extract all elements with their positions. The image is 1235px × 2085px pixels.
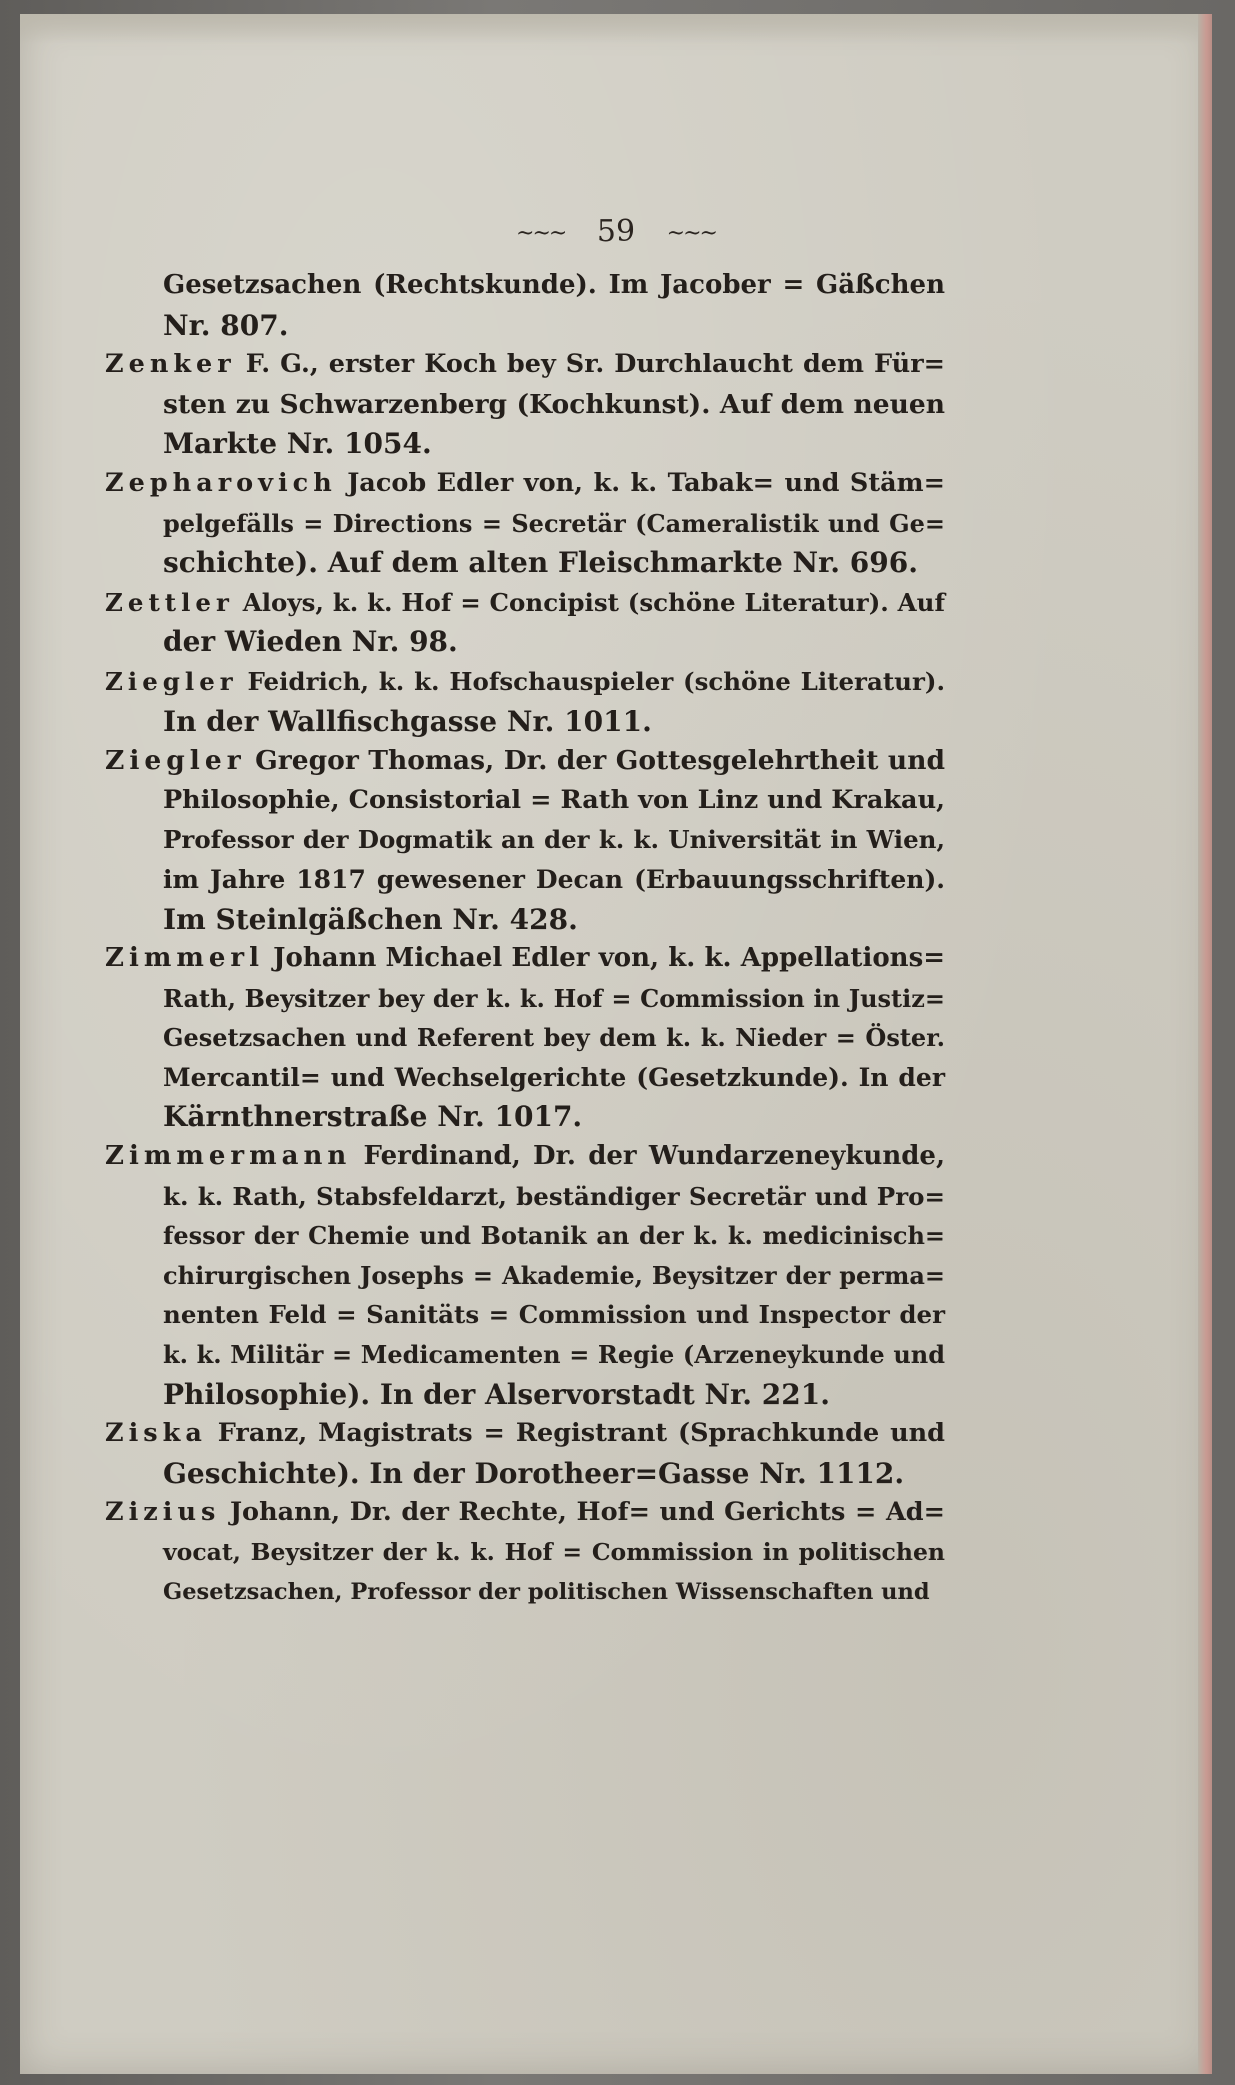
entry-line: [105, 900, 945, 940]
entry-line: [105, 781, 945, 821]
entry-name: Zizius: [105, 1497, 221, 1528]
line-text: vocat, Beysitzer der k. k. Hof = Commission in politischen: [163, 1538, 945, 1566]
entry-line: [105, 860, 945, 900]
entry-name: Zepharovich: [105, 467, 337, 498]
page-header: [20, 214, 1212, 249]
entry-line: [105, 1295, 945, 1335]
entry-line: [105, 504, 945, 544]
line-text: k. k. Militär = Medicamenten = Regie (Arzeneykunde und: [163, 1340, 945, 1370]
directory-entry: [105, 464, 945, 583]
entry-line: [105, 543, 945, 583]
line-text: sten zu Schwarzenberg (Kochkunst). Auf dem neuen: [163, 388, 945, 420]
entry-name: Zenker: [105, 349, 236, 380]
page-body: [105, 266, 945, 1612]
entry-line: [105, 464, 945, 504]
entry-line: [105, 1414, 945, 1454]
entry-line: [105, 1177, 945, 1217]
line-text: Gesetzsachen und Referent bey dem k. k. Nieder = Öster.: [163, 1023, 945, 1053]
line-text: Franz, Magistrats = Registrant (Sprachkunde und: [206, 1418, 945, 1449]
page-edge: [1198, 14, 1212, 2074]
entry-line: [105, 385, 945, 425]
line-text: Markte Nr. 1054.: [163, 427, 432, 461]
page-top-shadow: [20, 14, 1212, 44]
entry-line: [105, 820, 945, 860]
directory-entry: [105, 1414, 945, 1493]
entry-line: [105, 1533, 945, 1573]
entry-line: [105, 1018, 945, 1058]
entry-line: [105, 979, 945, 1019]
entry-line: [105, 266, 945, 306]
line-text: pelgefälls = Directions = Secretär (Cameralistik und Ge=: [163, 508, 945, 538]
line-text: Ferdinand, Dr. der Wundarzeneykunde,: [351, 1141, 945, 1172]
entry-line: [105, 1137, 945, 1177]
line-text: Johann Michael Edler von, k. k. Appellations=: [264, 943, 945, 974]
entry-line: [105, 424, 945, 464]
line-text: Gregor Thomas, Dr. der Gottesgelehrtheit und: [245, 745, 945, 777]
entry-name: Zimmerl: [105, 943, 264, 974]
line-text: Im Steinlgäßchen Nr. 428.: [163, 902, 578, 936]
entry-line: [105, 1375, 945, 1415]
directory-entry: [105, 1137, 945, 1414]
line-text: Professor der Dogmatik an der k. k. Universität in Wien,: [163, 825, 945, 855]
book-page: [20, 14, 1212, 2074]
entry-line: [105, 1058, 945, 1098]
entry-line: [105, 662, 945, 702]
line-text: In der Wallfischgasse Nr. 1011.: [163, 704, 652, 738]
directory-entry: [105, 583, 945, 662]
entry-line: [105, 1097, 945, 1137]
line-text: fessor der Chemie und Botanik an der k. k. medicinisch=: [163, 1221, 945, 1251]
entry-line: [105, 1493, 945, 1533]
line-text: Gesetzsachen, Professor der politischen Wissenschaften und: [163, 1578, 930, 1605]
header-ornament-left: ~~~: [516, 220, 566, 246]
entry-name: Zettler: [105, 587, 234, 617]
line-text: Johann, Dr. der Rechte, Hof= und Gerichts = Ad=: [220, 1497, 945, 1528]
line-text: Geschichte). In der Dorotheer=Gasse Nr. 1112.: [163, 1456, 905, 1490]
line-text: der Wieden Nr. 98.: [163, 625, 458, 659]
page-number: 59: [596, 214, 636, 249]
line-text: Feidrich, k. k. Hofschauspieler (schöne Literatur).: [237, 666, 945, 696]
entry-line: [105, 1256, 945, 1296]
entry-line: [105, 1454, 945, 1494]
line-text: Nr. 807.: [163, 308, 289, 342]
line-text: chirurgischen Josephs = Akademie, Beysitzer der perma=: [163, 1260, 945, 1290]
line-text: Mercantil= und Wechselgerichte (Gesetzkunde). In der: [163, 1062, 945, 1092]
line-text: Philosophie). In der Alservorstadt Nr. 221.: [163, 1377, 830, 1411]
entry-name: Zimmermann: [105, 1141, 352, 1172]
entry-line: [105, 306, 945, 346]
entry-name: Ziegler: [105, 666, 238, 696]
entry-line: [105, 939, 945, 979]
line-text: schichte). Auf dem alten Fleischmarkte Nr. 696.: [163, 546, 919, 580]
entry-line: [105, 622, 945, 662]
line-text: Rath, Beysitzer bey der k. k. Hof = Commission in Justiz=: [163, 983, 945, 1013]
entry-line: [105, 1216, 945, 1256]
line-text: Philosophie, Consistorial = Rath von Linz und Krakau,: [163, 784, 945, 815]
entry-line: [105, 741, 945, 781]
directory-entry: [105, 741, 945, 939]
directory-entry: [105, 939, 945, 1137]
directory-entry: [105, 345, 945, 464]
entry-name: Ziegler: [105, 745, 246, 777]
header-ornament-right: ~~~: [666, 220, 716, 246]
entry-line: [105, 583, 945, 623]
directory-entry: [105, 1493, 945, 1612]
line-text: Aloys, k. k. Hof = Concipist (schöne Literatur). Auf: [233, 587, 945, 617]
line-text: Kärnthnerstraße Nr. 1017.: [163, 1100, 583, 1134]
directory-entry: [105, 662, 945, 741]
line-text: F. G., erster Koch bey Sr. Durchlaucht dem Für=: [235, 349, 945, 380]
line-text: im Jahre 1817 gewesener Decan (Erbauungsschriften).: [163, 864, 945, 894]
entry-name: Ziska: [105, 1418, 207, 1449]
line-text: Jacob Edler von, k. k. Tabak= und Stäm=: [336, 467, 945, 498]
directory-entry: [105, 266, 945, 345]
entry-line: [105, 345, 945, 385]
entry-line: [105, 1335, 945, 1375]
line-text: Gesetzsachen (Rechtskunde). Im Jacober = Gäßchen: [163, 270, 945, 300]
line-text: k. k. Rath, Stabsfeldarzt, beständiger Secretär und Pro=: [163, 1181, 945, 1211]
entry-line: [105, 702, 945, 742]
entry-line: [105, 1573, 945, 1613]
line-text: nenten Feld = Sanitäts = Commission und Inspector der: [163, 1300, 945, 1330]
